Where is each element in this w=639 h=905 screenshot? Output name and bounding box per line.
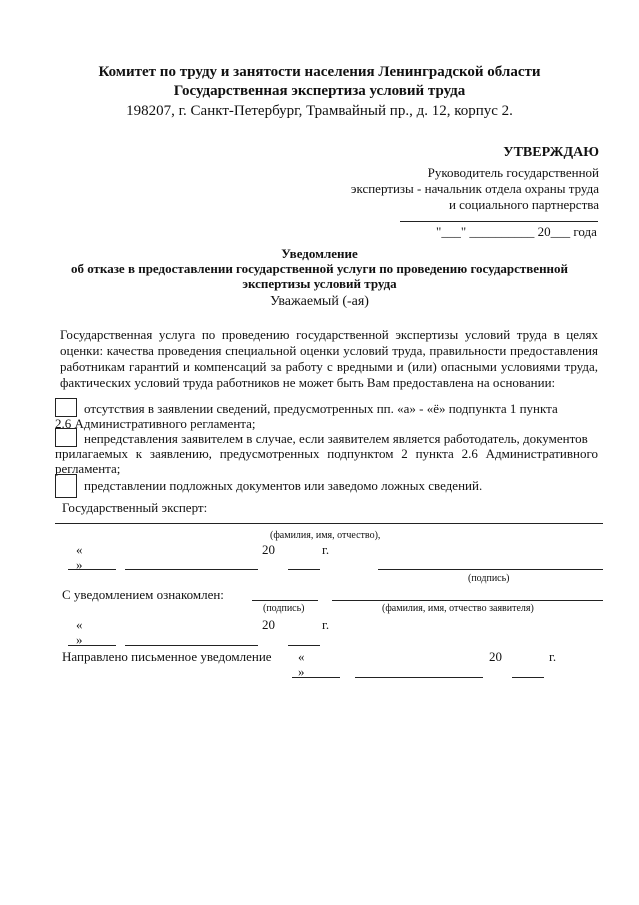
expert-sign-line <box>378 569 603 570</box>
reason-2-line-2: прилагаемых к заявлению, предусмотренных подпунктом 2 пункта 2.6 Административного <box>55 446 598 461</box>
body-line-2: оценки: качества проведения специальной оценки условий труда, правильности предоставления <box>60 343 598 358</box>
expert-year-line <box>288 569 320 570</box>
reason-2-checkbox[interactable] <box>55 428 77 447</box>
expert-fio-line <box>55 523 603 524</box>
body-line-4: фактических условий труда работников не может быть Вам предоставлена на основании: <box>60 375 556 390</box>
approve-title: УТВЕРЖДАЮ <box>503 145 599 160</box>
org-address: 198207, г. Санкт-Петербург, Трамвайный пр., д. 12, корпус 2. <box>126 103 513 119</box>
ack-quote-close: » <box>76 632 83 647</box>
expert-month-line <box>125 569 258 570</box>
sent-month-line <box>355 677 483 678</box>
body-line-1: Государственная услуга по проведению государственной экспертизы условий труда в целях <box>60 327 598 342</box>
body-line-3: работникам гарантий и компенсаций за работу с вредными и (или) опасными условиями труда, <box>60 359 598 374</box>
sent-year: 20 <box>489 649 502 664</box>
reason-2-line-3: регламента; <box>55 461 121 476</box>
sent-g: г. <box>549 649 557 664</box>
ack-sign-line <box>252 600 318 601</box>
expert-year: 20 <box>262 542 275 557</box>
greeting: Уважаемый (-ая) <box>270 294 369 309</box>
notice-title-2: об отказе в предоставлении государственной услуги по проведению государственной <box>70 261 569 276</box>
date-day-blank: ___ <box>441 224 461 239</box>
reason-3-line-1: представлении подложных документов или заведомо ложных сведений. <box>84 478 483 493</box>
approve-date <box>436 224 597 240</box>
approve-line-3: и социального партнерства <box>448 197 599 212</box>
notice-title: Уведомление <box>281 246 358 261</box>
ack-fio-caption: (фамилия, имя, отчество заявителя) <box>382 603 534 614</box>
date-quote-open: " <box>436 224 442 239</box>
sent-year-line <box>512 677 544 678</box>
sent-day-line <box>292 677 340 678</box>
date-quote-close: " <box>460 224 467 239</box>
expert-g: г. <box>322 542 330 557</box>
ack-month-line <box>125 645 258 646</box>
expert-quote-open: « <box>76 542 83 557</box>
ack-fio-line <box>332 600 603 601</box>
ack-quote-open: « <box>76 617 83 632</box>
reason-2-line-1: непредставления заявителем в случае, если заявителем является работодатель, документов <box>84 431 588 446</box>
reason-1-line-1: отсутствия в заявлении сведений, предусмотренных пп. «а» - «ё» подпункта 1 пункта <box>84 401 558 416</box>
ack-year-line <box>288 645 320 646</box>
ack-label: С уведомлением ознакомлен: <box>62 587 224 602</box>
notice-title-3: экспертизы условий труда <box>242 276 397 291</box>
reason-1-checkbox[interactable] <box>55 398 77 417</box>
org-subtitle: Государственная экспертиза условий труда <box>173 83 466 99</box>
ack-year: 20 <box>262 617 275 632</box>
date-year: 20___ года <box>537 224 597 239</box>
org-title: Комитет по труду и занятости населения Ленинградской области <box>98 64 541 80</box>
expert-quote-close: » <box>76 557 83 572</box>
sent-quote-close: » <box>298 664 305 679</box>
sent-quote-open: « <box>298 649 305 664</box>
expert-sign-caption: (подпись) <box>468 573 510 584</box>
expert-day-line <box>68 569 116 570</box>
expert-fio-caption: (фамилия, имя, отчество), <box>270 530 381 541</box>
reason-3-checkbox[interactable] <box>55 474 77 498</box>
ack-g: г. <box>322 617 330 632</box>
date-month-blank: __________ <box>469 224 535 239</box>
reason-1-line-2: 2.6 Административного регламента; <box>55 416 256 431</box>
approve-signature-line <box>400 221 598 222</box>
approve-line-2: экспертизы - начальник отдела охраны труда <box>350 181 599 196</box>
ack-sign-caption: (подпись) <box>263 603 305 614</box>
ack-day-line <box>68 645 116 646</box>
expert-label: Государственный эксперт: <box>62 500 208 515</box>
sent-label: Направлено письменное уведомление <box>62 649 272 664</box>
approve-line-1: Руководитель государственной <box>427 165 599 180</box>
